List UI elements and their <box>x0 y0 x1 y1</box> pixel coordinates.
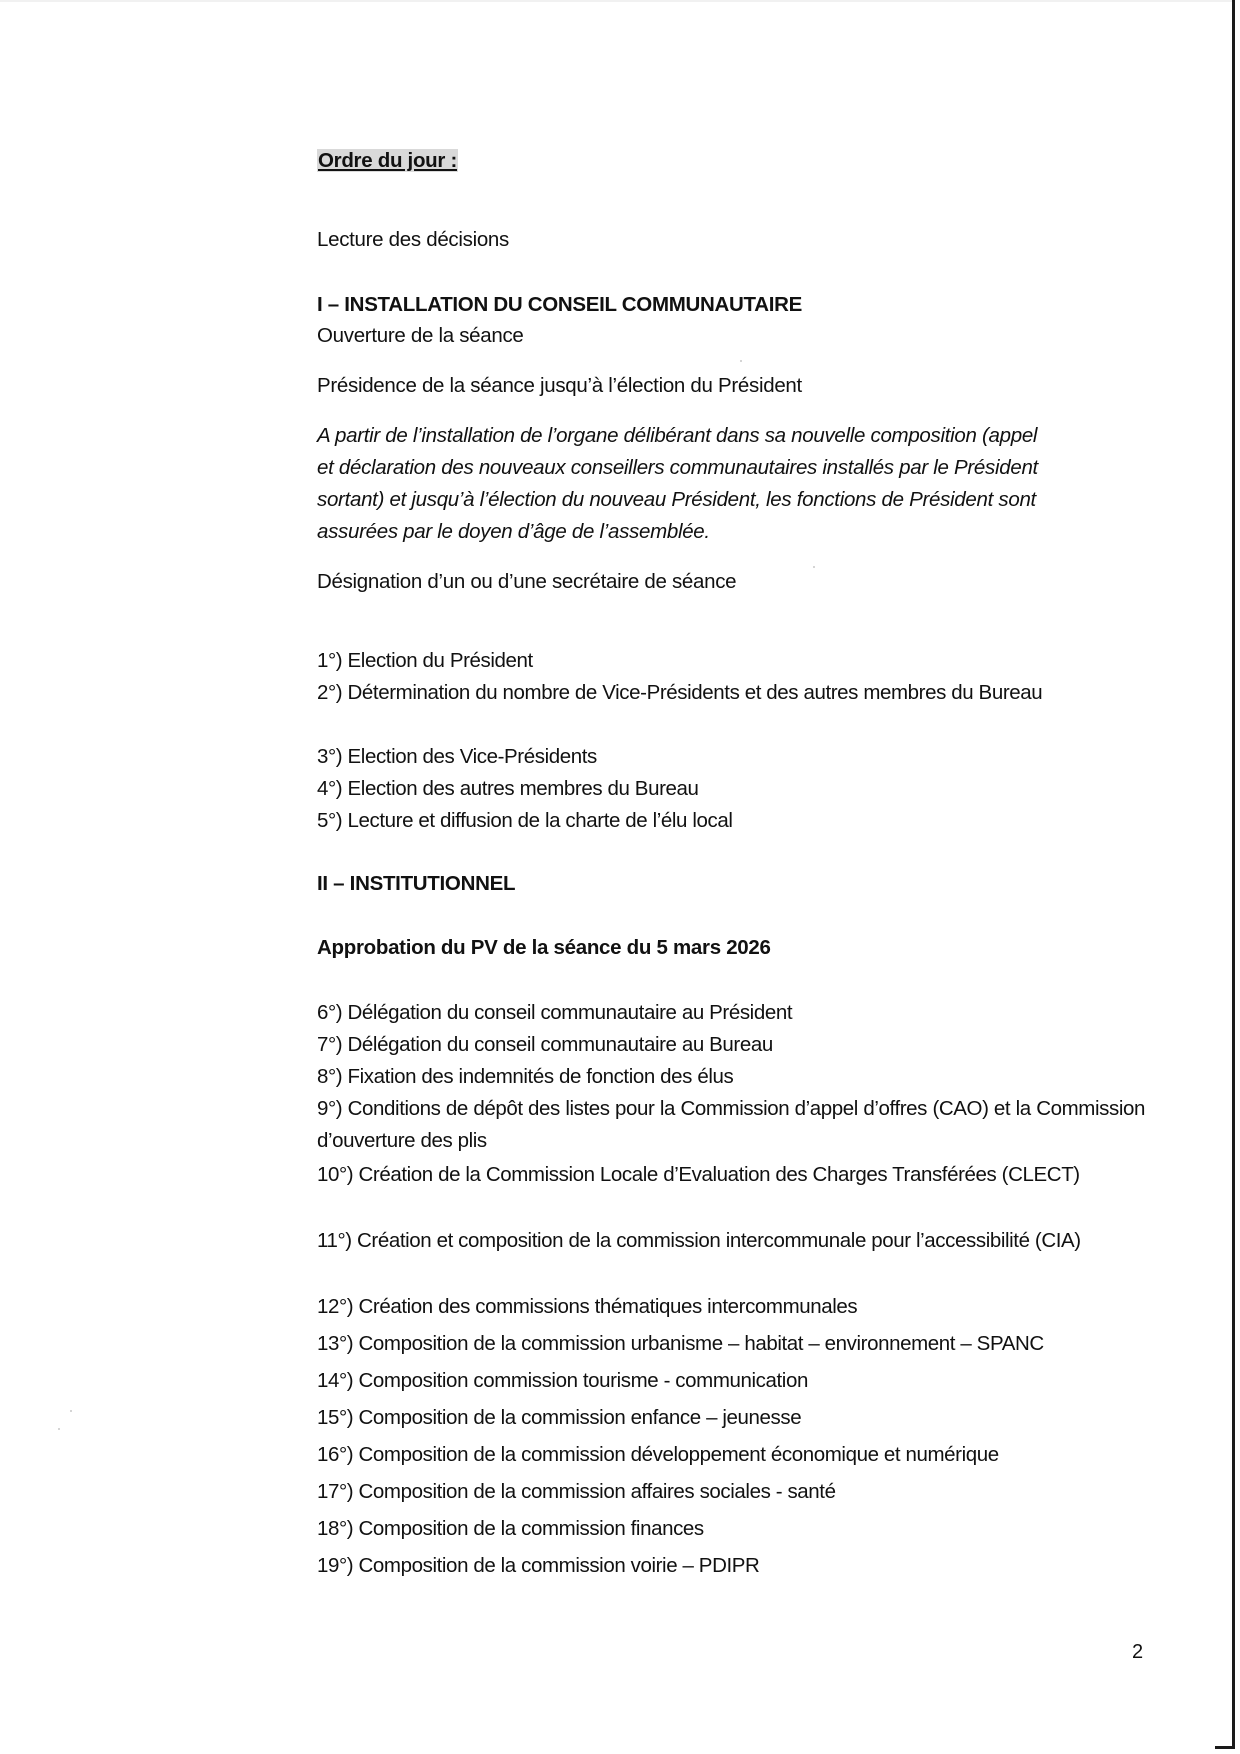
agenda-item: 13°) Composition de la commission urbanisme – habitat – environnement – SPANC <box>317 1332 1044 1355</box>
page-number: 2 <box>1132 1641 1144 1663</box>
agenda-item: 14°) Composition commission tourisme - communication <box>317 1369 808 1392</box>
agenda-item: 19°) Composition de la commission voirie – PDIPR <box>317 1554 760 1577</box>
presidency-note-line: A partir de l’installation de l’organe délibérant dans sa nouvelle composition (appel <box>317 424 1038 447</box>
page-top-edge <box>0 0 1232 2</box>
session-presidency: Présidence de la séance jusqu’à l’élection du Président <box>317 374 802 397</box>
agenda-item: 11°) Création et composition de la commission intercommunale pour l’accessibilité (CIA) <box>317 1229 1081 1252</box>
section-1-title: I – INSTALLATION DU CONSEIL COMMUNAUTAIRE <box>317 293 803 316</box>
agenda-item: 17°) Composition de la commission affaires sociales - santé <box>317 1480 836 1503</box>
scan-speck <box>740 360 742 362</box>
presidency-note-line: sortant) et jusqu’à l’élection du nouveau Président, les fonctions de Président sont <box>317 488 1036 511</box>
agenda-item: 12°) Création des commissions thématiques intercommunales <box>317 1295 858 1318</box>
agenda-item: 8°) Fixation des indemnités de fonction des élus <box>317 1065 734 1088</box>
scan-speck <box>813 566 815 568</box>
session-opening: Ouverture de la séance <box>317 324 524 347</box>
presidency-note-line: assurées par le doyen d’âge de l’assemblée. <box>317 520 710 543</box>
agenda-item: 1°) Election du Président <box>317 649 533 672</box>
agenda-heading-line <box>317 146 458 176</box>
presidency-note-line: et déclaration des nouveaux conseillers communautaires installés par le Président <box>317 456 1038 479</box>
agenda-heading: Ordre du jour : <box>318 149 458 172</box>
secretary-designation: Désignation d’un ou d’une secrétaire de séance <box>317 570 737 593</box>
section-2-title: II – INSTITUTIONNEL <box>317 872 516 895</box>
agenda-item: 7°) Délégation du conseil communautaire au Bureau <box>317 1033 773 1056</box>
reading-decisions: Lecture des décisions <box>317 228 509 251</box>
minutes-approval: Approbation du PV de la séance du 5 mars 2026 <box>317 936 771 959</box>
scan-speck <box>70 1410 72 1412</box>
agenda-item: 10°) Création de la Commission Locale d’Evaluation des Charges Transférées (CLECT) <box>317 1163 1080 1186</box>
agenda-item: 4°) Election des autres membres du Bureau <box>317 777 699 800</box>
agenda-item: 5°) Lecture et diffusion de la charte de l’élu local <box>317 809 733 832</box>
agenda-item: 2°) Détermination du nombre de Vice-Présidents et des autres membres du Bureau <box>317 681 1043 704</box>
agenda-item: 15°) Composition de la commission enfance – jeunesse <box>317 1406 802 1429</box>
page-bottom-corner <box>1215 1746 1235 1749</box>
scan-speck <box>58 1428 60 1430</box>
agenda-item: 3°) Election des Vice-Présidents <box>317 745 597 768</box>
page-right-border <box>1232 0 1235 1748</box>
agenda-item: 9°) Conditions de dépôt des listes pour la Commission d’appel d’offres (CAO) et la Commission d’ouverture des plis <box>317 1097 1145 1152</box>
agenda-item: 6°) Délégation du conseil communautaire au Président <box>317 1001 793 1024</box>
agenda-item: 16°) Composition de la commission développement économique et numérique <box>317 1443 999 1466</box>
agenda-item: 18°) Composition de la commission finances <box>317 1517 704 1540</box>
